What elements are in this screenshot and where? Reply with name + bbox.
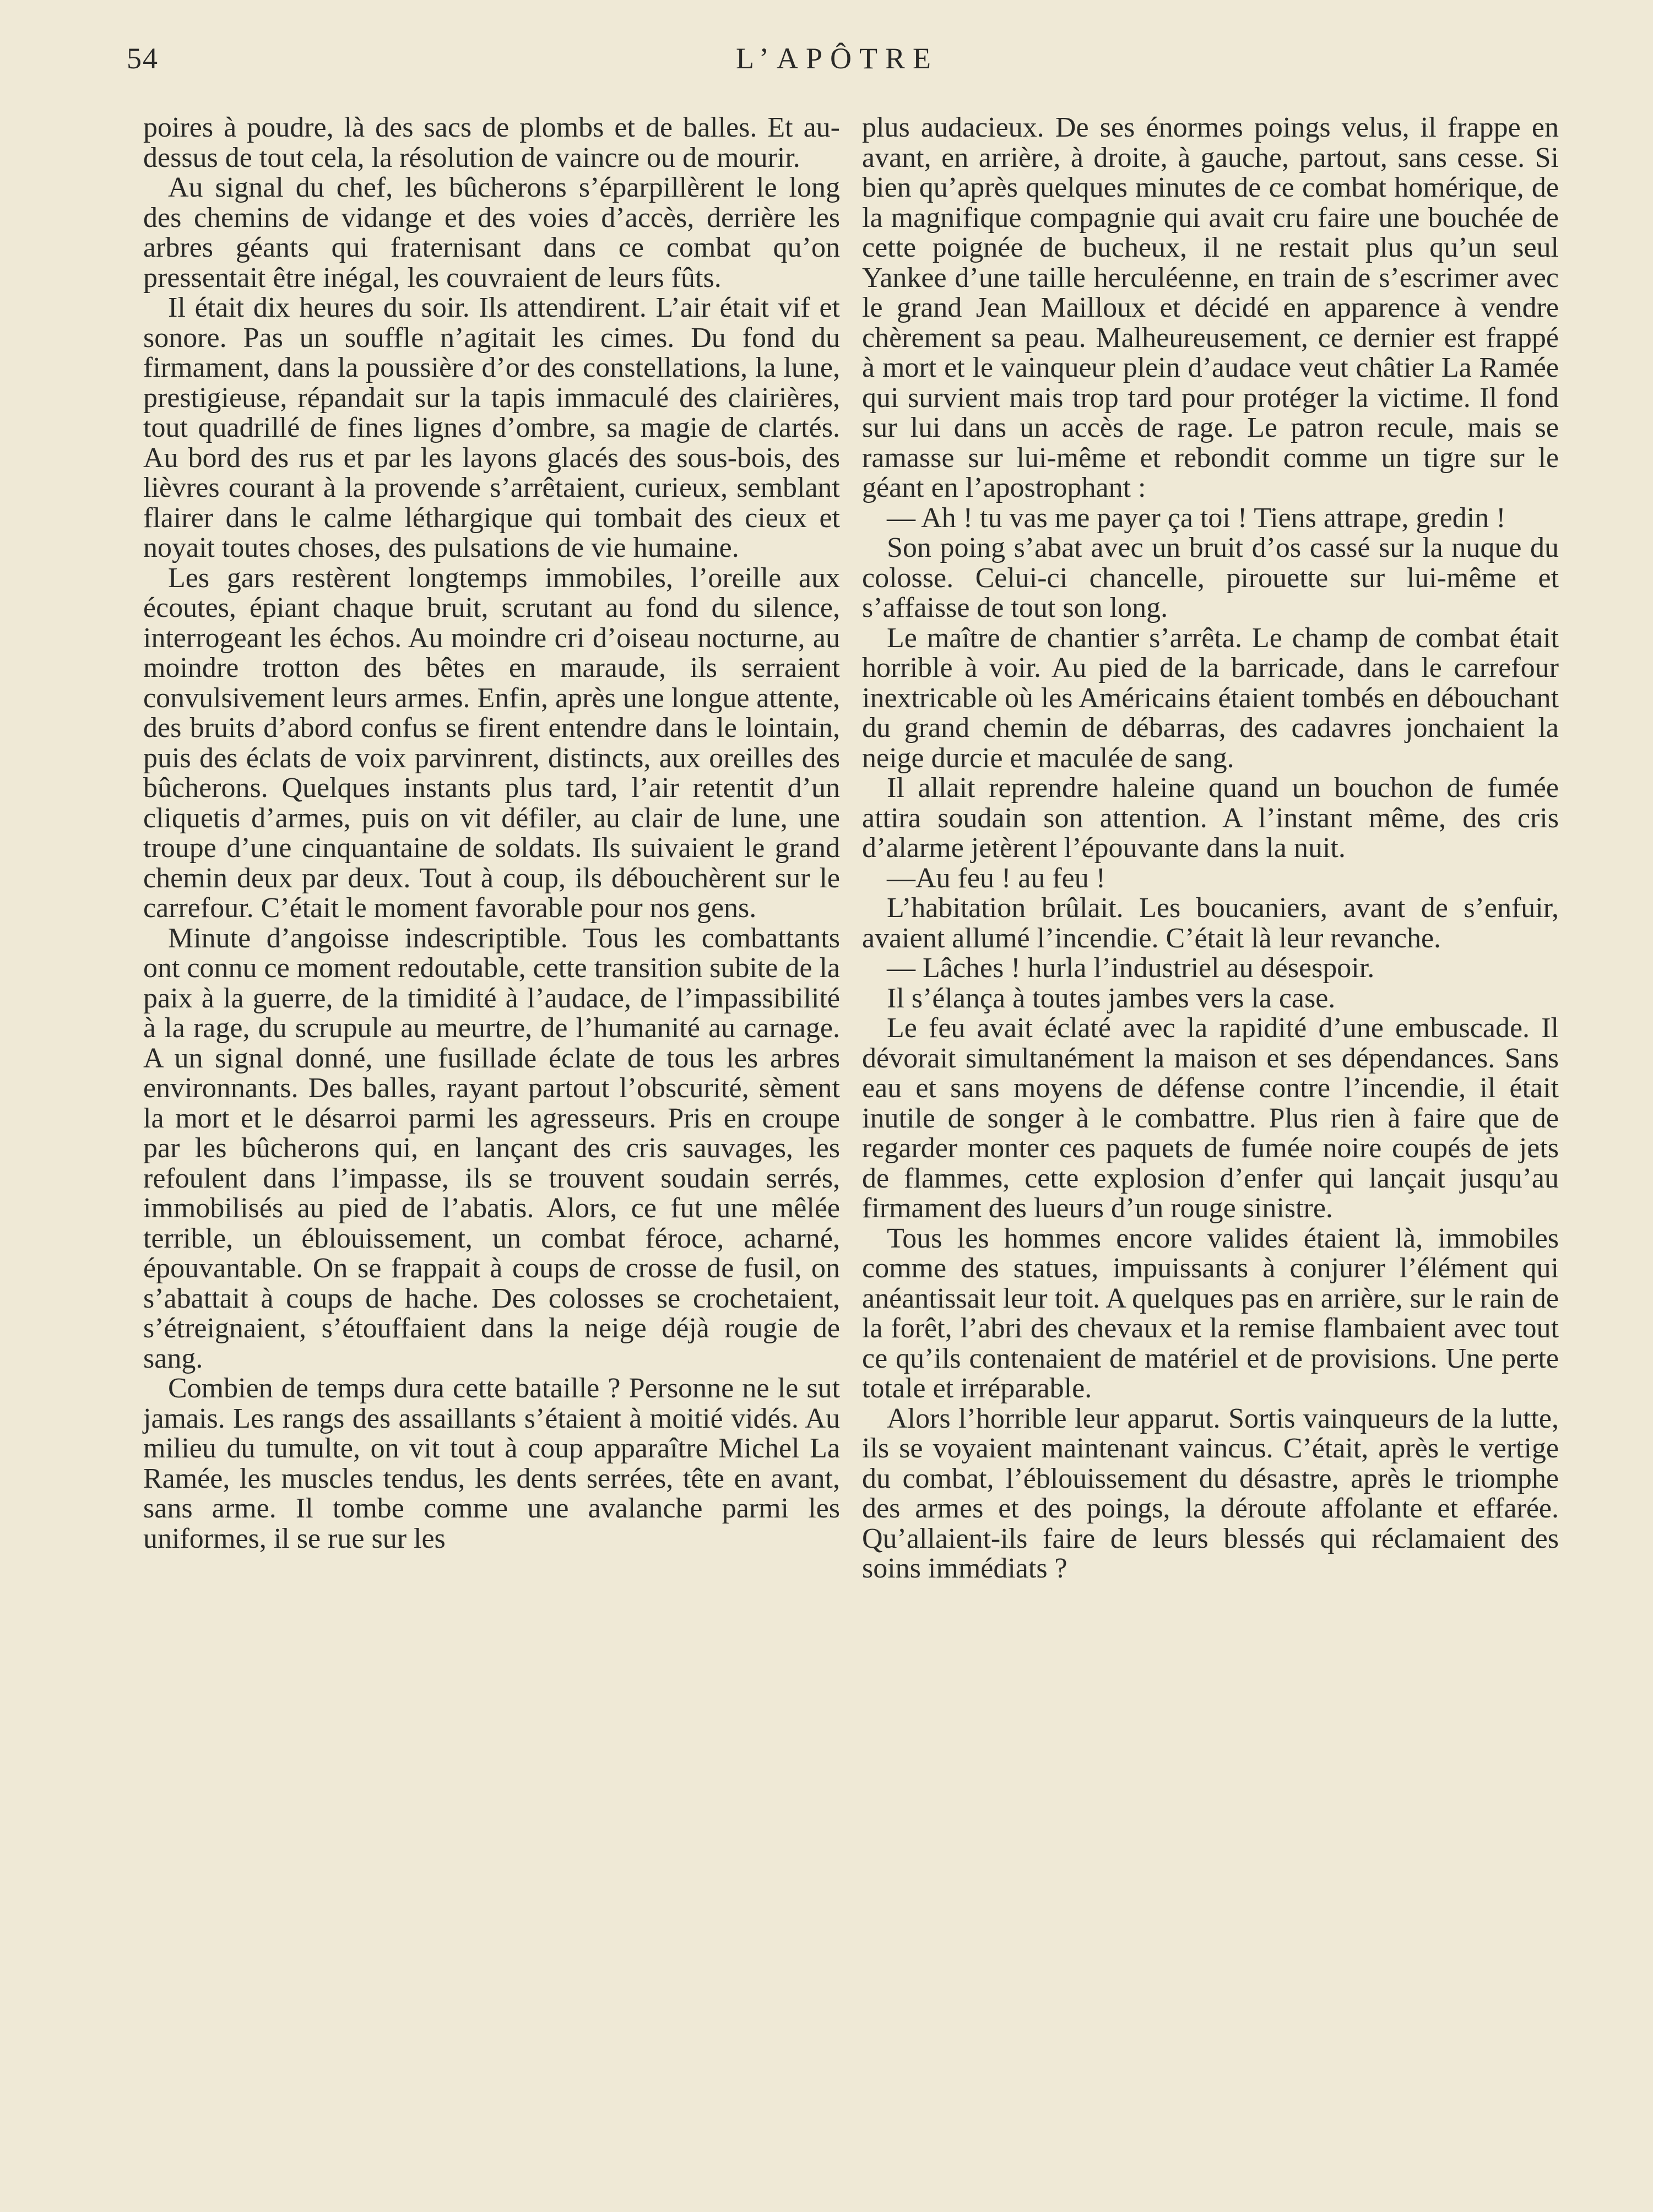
- paragraph: Il était dix heures du soir. Ils attendirent. L’air était vif et sonore. Pas un souffle n’agitait les cimes. Du fond du firmament, dans la poussière d’or des constellations, la lune, prestigieuse, répandait sur la tapis immaculé des clairières, tout quadrillé de fines lignes d’ombre, sa magie de clartés. Au bord des rus et par les layons glacés des sous-bois, des lièvres courant à la provende s’arrêtaient, curieux, semblant flairer dans le calme léthargique qui tombait des cieux et noyait toutes choses, des pulsations de vie humaine.: [143, 292, 840, 563]
- paragraph: Les gars restèrent longtemps immobiles, l’oreille aux écoutes, épiant chaque bruit, scrutant au fond du silence, interrogeant les échos. Au moindre cri d’oiseau nocturne, au moindre trotton des bêtes en maraude, ils serraient convulsivement leurs armes. Enfin, après une longue attente, des bruits d’abord confus se firent entendre dans le lointain, puis des éclats de voix parvinrent, distincts, aux oreilles des bûcherons. Quelques instants plus tard, l’air retentit d’un cliquetis d’armes, puis on vit défiler, au clair de lune, une troupe d’une cinquantaine de soldats. Ils suivaient le grand chemin deux par deux. Tout à coup, ils débouchèrent sur le carrefour. C’était le moment favorable pour nos gens.: [143, 562, 840, 924]
- paragraph: Le feu avait éclaté avec la rapidité d’une embuscade. Il dévorait simultanément la maison et ses dépendances. Sans eau et sans moyens de défense contre l’incendie, il était inutile de songer à le combattre. Plus rien à faire que de regarder monter ces paquets de fumée noire coupés de jets de flammes, cette explosion d’enfer qui lançait jusqu’au firmament des lueurs d’un rouge sinistre.: [862, 1012, 1559, 1224]
- right-column: [862, 113, 1559, 1584]
- paragraph: Au signal du chef, les bûcherons s’éparpillèrent le long des chemins de vidange et des voies d’accès, derrière les arbres géants qui fraternisant dans ce combat qu’on pressentait être inégal, les couvraient de leurs fûts.: [143, 172, 840, 294]
- running-title: L’APÔTRE: [735, 42, 939, 75]
- paragraph: L’habitation brûlait. Les boucaniers, avant de s’enfuir, avaient allumé l’incendie. C’était là leur revanche.: [862, 892, 1559, 954]
- paragraph: Son poing s’abat avec un bruit d’os cassé sur la nuque du colosse. Celui-ci chancelle, pirouette sur lui-même et s’affaisse de tout son long.: [862, 532, 1559, 624]
- dialogue-line: — Lâches ! hurla l’industriel au désespoir.: [887, 952, 1375, 984]
- paragraph: Combien de temps dura cette bataille ? Personne ne le sut jamais. Les rangs des assaillants s’étaient à moitié vidés. Au milieu du tumulte, on vit tout à coup apparaître Michel La Ramée, les muscles tendus, les dents serrées, tête en avant, sans arme. Il tombe comme une avalanche parmi les uniformes, il se rue sur les: [143, 1373, 840, 1554]
- paragraph: Il allait reprendre haleine quand un bouchon de fumée attira soudain son attention. A l’instant même, des cris d’alarme jetèrent l’épouvante dans la nuit.: [862, 772, 1559, 864]
- paragraph: Minute d’angoisse indescriptible. Tous les combattants ont connu ce moment redoutable, cette transition subite de la paix à la guerre, de la timidité à l’audace, de l’impassibilité à la rage, du scrupule au meurtre, de l’humanité au carnage. A un signal donné, une fusillade éclate de tous les arbres environnants. Des balles, rayant partout l’obscurité, sèment la mort et le désarroi parmi les agresseurs. Pris en croupe par les bûcherons qui, en lançant des cris sauvages, les refoulent dans l’impasse, ils se trouvent soudain serrés, immobilisés au pied de l’abatis. Alors, ce fut une mêlée terrible, un éblouissement, un combat féroce, acharné, épouvantable. On se frappait à coups de crosse de fusil, on s’abattait à coups de hache. Des colosses se crochetaient, s’étreignaient, s’étouffaient dans la neige déjà rougie de sang.: [143, 922, 840, 1374]
- paragraph: Alors l’horrible leur apparut. Sortis vainqueurs de la lutte, ils se voyaient maintenant vaincus. C’était, après le vertige du combat, l’éblouissement du désastre, après le triomphe des armes et des poings, la déroute affolante et effarée. Qu’allaient-ils faire de leurs blessés qui réclamaient des soins immédiats ?: [862, 1402, 1559, 1584]
- paragraph: plus audacieux. De ses énormes poings velus, il frappe en avant, en arrière, à droite, à gauche, partout, sans cesse. Si bien qu’après quelques minutes de ce combat homérique, de la magnifique compagnie qui avait cru faire une bouchée de cette poignée de bucheux, il ne restait plus qu’un seul Yankee d’une taille herculéenne, en train de s’escrimer avec le grand Jean Mailloux et décidé en apparence à vendre chèrement sa peau. Malheureusement, ce dernier est frappé à mort et le vainqueur plein d’audace veut châtier La Ramée qui survient mais trop tard pour protéger la victime. Il fond sur lui dans un accès de rage. Le patron recule, mais se ramasse sur lui-même et rebondit comme un tigre sur le géant en l’apostrophant :: [862, 112, 1559, 503]
- dialogue-line: —Au feu ! au feu !: [887, 862, 1106, 894]
- left-column: [143, 113, 840, 1554]
- paragraph: Il s’élança à toutes jambes vers la case.: [887, 982, 1336, 1014]
- page-number: 54: [127, 42, 159, 75]
- dialogue-line: — Ah ! tu vas me payer ça toi ! Tiens attrape, gredin !: [887, 502, 1506, 534]
- paragraph: poires à poudre, là des sacs de plombs et de balles. Et au-dessus de tout cela, la résolution de vaincre ou de mourir.: [143, 112, 840, 174]
- paragraph: Tous les hommes encore valides étaient là, immobiles comme des statues, impuissants à conjurer l’élément qui anéantissait leur toit. A quelques pas en arrière, sur le rain de la forêt, l’abri des chevaux et la remise flambaient avec tout ce qu’ils contenaient de matériel et de provisions. Une perte totale et irréparable.: [862, 1222, 1559, 1404]
- page-header: [127, 41, 1548, 85]
- paragraph: Le maître de chantier s’arrêta. Le champ de combat était horrible à voir. Au pied de la barricade, dans le carrefour inextricable où les Américains étaient tombés en débouchant du grand chemin de débarras, des cadavres jonchaient la neige durcie et maculée de sang.: [862, 622, 1559, 774]
